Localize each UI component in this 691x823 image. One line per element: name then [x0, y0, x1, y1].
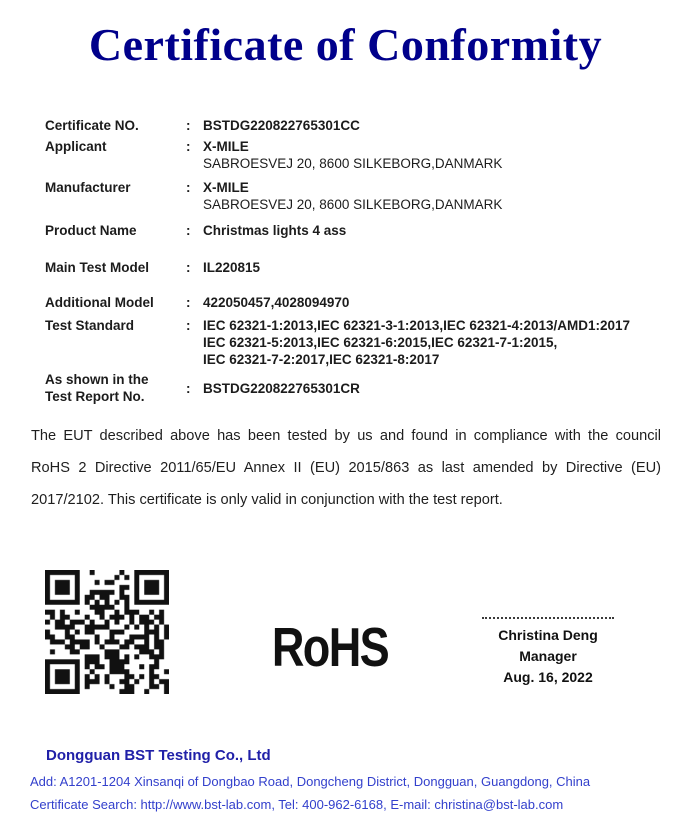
main-test-model-label: Main Test Model — [45, 260, 150, 275]
row-product-name — [45, 222, 681, 239]
manufacturer-address: SABROESVEJ 20, 8600 SILKEBORG,DANMARK — [203, 197, 503, 212]
signature-date: Aug. 16, 2022 — [503, 669, 593, 685]
test-standard-line-1: IEC 62321-1:2013,IEC 62321-3-1:2013,IEC 62321-4:2013/AMD1:2017 — [203, 318, 631, 333]
colon: : — [186, 380, 191, 396]
row-test-standard — [45, 317, 681, 368]
colon: : — [186, 118, 191, 133]
colon: : — [186, 180, 191, 195]
page-title: Certificate of Conformity — [88, 19, 603, 70]
applicant-name: X-MILE — [203, 139, 249, 154]
footer-company-name: Dongguan BST Testing Co., Ltd — [46, 747, 271, 764]
colon: : — [186, 260, 191, 275]
main-test-model-value: IL220815 — [203, 260, 261, 275]
applicant-address: SABROESVEJ 20, 8600 SILKEBORG,DANMARK — [203, 156, 503, 171]
signatory-role: Manager — [519, 648, 577, 664]
colon: : — [186, 318, 191, 333]
footer-address: Add: A1201-1204 Xinsanqi of Dongbao Road, Dongcheng District, Dongguan, Guangdong, China — [30, 774, 591, 789]
manufacturer-name: X-MILE — [203, 180, 249, 195]
row-additional-model — [45, 294, 681, 311]
colon: : — [186, 295, 191, 310]
applicant-label: Applicant — [45, 139, 107, 154]
manufacturer-label: Manufacturer — [45, 180, 131, 195]
row-manufacturer — [45, 179, 681, 213]
statement-line-3: 2017/2102. This certificate is only valid in conjunction with the test report. — [31, 492, 503, 508]
rohs-logo: RoHS — [271, 616, 389, 678]
row-main-test-model — [45, 259, 681, 276]
certificate-details — [0, 117, 691, 405]
additional-model-label: Additional Model — [45, 295, 154, 310]
colon: : — [186, 223, 191, 238]
footer — [0, 745, 691, 813]
test-report-label-line-2: Test Report No. — [45, 389, 145, 404]
row-certificate-no — [45, 117, 681, 134]
signature-block — [465, 617, 631, 688]
certificate-no-value: BSTDG220822765301CC — [203, 118, 360, 133]
product-name-value: Christmas lights 4 ass — [203, 223, 347, 238]
test-standard-line-3: IEC 62321-7-2:2017,IEC 62321-8:2017 — [203, 352, 440, 367]
footer-contact: Certificate Search: http://www.bst-lab.com, Tel: 400-962-6168, E-mail: christina@bst-lab.com — [30, 797, 564, 812]
statement-line-2: RoHS 2 Directive 2011/65/EU Annex II (EU) 2015/863 as last amended by Directive (EU) — [31, 460, 661, 476]
test-standard-label: Test Standard — [45, 318, 135, 333]
row-test-report-no — [45, 371, 681, 405]
additional-model-value: 422050457,4028094970 — [203, 295, 350, 310]
statement-line-1: The EUT described above has been tested by us and found in compliance with the council — [31, 428, 661, 444]
qr-code — [45, 570, 169, 694]
signature-dotted-line — [482, 617, 614, 619]
product-name-label: Product Name — [45, 223, 137, 238]
test-report-no-value: BSTDG220822765301CR — [203, 380, 360, 396]
row-applicant — [45, 138, 681, 172]
colon: : — [186, 139, 191, 154]
test-standard-line-2: IEC 62321-5:2013,IEC 62321-6:2015,IEC 62321-7-1:2015, — [203, 335, 558, 350]
certificate-no-label: Certificate NO. — [45, 118, 139, 133]
signatory-name: Christina Deng — [498, 627, 598, 643]
compliance-statement — [31, 420, 661, 516]
test-report-label-line-1: As shown in the — [45, 372, 149, 387]
